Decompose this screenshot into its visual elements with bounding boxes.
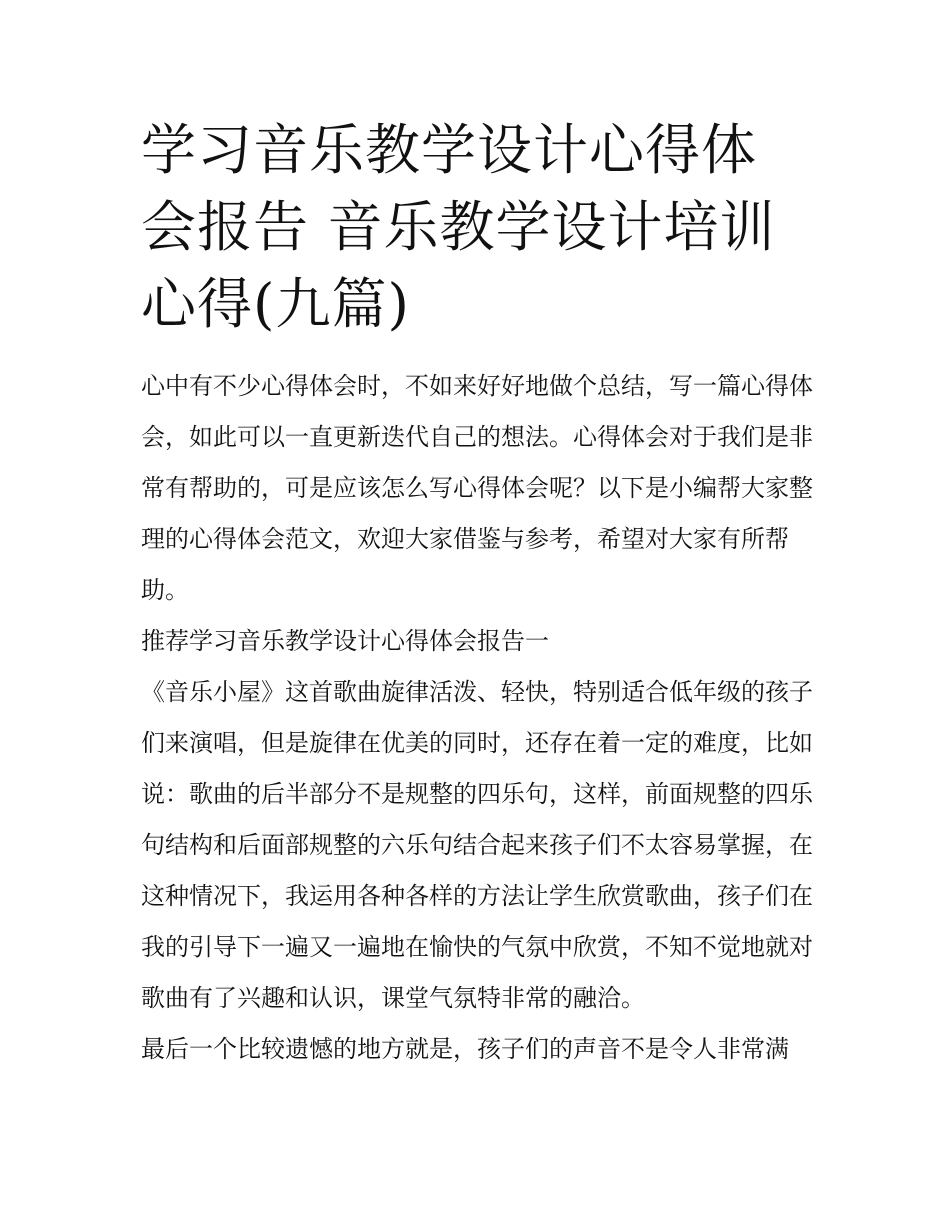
document-title: 学习音乐教学设计心得体会报告 音乐教学设计培训心得(九篇) bbox=[141, 118, 776, 336]
intro-paragraph: 心中有不少心得体会时，不如来好好地做个总结，写一篇心得体会，如此可以一直更新迭代自己的想法。心得体会对于我们是非常有帮助的，可是应该怎么写心得体会呢？以下是小编帮大家整理的心得体会范文，欢迎大家借鉴与参考，希望对大家有所帮助。 bbox=[141, 372, 813, 604]
body-paragraph: 《音乐小屋》这首歌曲旋律活泼、轻快，特别适合低年级的孩子们来演唱，但是旋律在优美的同时，还存在着一定的难度，比如说：歌曲的后半部分不是规整的四乐句，这样，前面规整的四乐句结构和后面部规整的六乐句结合起来孩子们不太容易掌握，在这种情况下，我运用各种各样的方法让学生欣赏歌曲，孩子们在我的引导下一遍又一遍地在愉快的气氛中欣赏，不知不觉地就对歌曲有了兴趣和认识，课堂气氛特非常的融洽。 bbox=[141, 678, 813, 1012]
section-heading: 推荐学习音乐教学设计心得体会报告一 bbox=[141, 627, 549, 655]
body-paragraph: 最后一个比较遗憾的地方就是，孩子们的声音不是令人非常满 bbox=[141, 1035, 789, 1063]
